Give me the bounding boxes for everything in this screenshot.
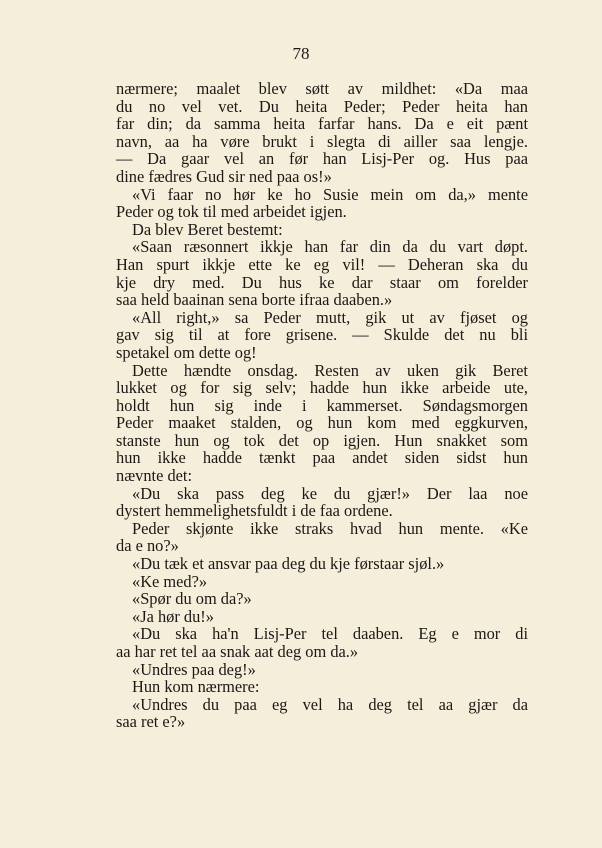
text-line: Peder maaket stalden, og hun kom med eggkurven, (116, 413, 528, 433)
text-line: Peder og tok til med arbeidet igjen. (116, 202, 347, 222)
text-line: far din; da samma heita farfar hans. Da e eit pænt (116, 114, 528, 134)
text-line: hun ikke hadde tænkt paa andet siden sidst hun (116, 448, 528, 468)
text-line: «Du tæk et ansvar paa deg du kje førstaar sjøl.» (132, 554, 445, 574)
text-line: Dette hændte onsdag. Resten av uken gik Beret (132, 360, 528, 380)
text-line: «Vi faar no hør ke ho Susie mein om da,» mente (132, 184, 528, 204)
text-line: du no vel vet. Du heita Peder; Peder heita han (116, 96, 528, 116)
text-line: «Ke med?» (132, 571, 208, 591)
text-line: nævnte det: (116, 466, 193, 486)
text-line: «Spør du om da?» (132, 589, 252, 609)
body-text (116, 80, 528, 731)
text-line: gav sig til at fore grisene. — Skulde det nu bli (116, 325, 528, 345)
text-line: saa held baainan sena borte ifraa daaben.» (116, 290, 393, 310)
text-line: «Saan ræsonnert ikkje han far din da du vart døpt. (132, 237, 528, 257)
text-line: «Ja hør du!» (132, 606, 214, 626)
text-line: dystert hemmelighetsfuldt i de faa ordene. (116, 501, 393, 521)
text-line: «Undres paa deg!» (132, 659, 256, 679)
text-line: nærmere; maalet blev søtt av mildhet: «Da maa (116, 79, 528, 98)
text-line: aa har ret tel aa snak aat deg om da.» (116, 642, 359, 661)
text-line: da e no?» (116, 536, 179, 556)
text-line: holdt hun sig inde i kammerset. Søndagsmorgen (116, 395, 528, 415)
text-line: stanste hun og tok det op igjen. Hun snakket som (116, 430, 528, 450)
text-line: kje dry med. Du hus ke dar staar om forelder (116, 272, 528, 292)
text-line: Peder skjønte ikke straks hvad hun mente. «Ke (132, 518, 528, 538)
text-line: navn, aa ha vøre brukt i slegta di ailler saa lengje. (116, 131, 528, 151)
text-line: dine fædres Gud sir ned paa os!» (116, 166, 332, 186)
text-line: Da blev Beret bestemt: (132, 219, 283, 239)
page-number: 78 (292, 44, 310, 63)
text-line: spetakel om dette og! (116, 342, 257, 362)
text-line: «Du ska ha'n Lisj-Per tel daaben. Eg e mor di (132, 624, 528, 644)
text-line: «All right,» sa Peder mutt, gik ut av fjøset og (132, 307, 528, 327)
text-line: saa ret e?» (116, 712, 186, 732)
text-line: Han spurt ikkje ette ke eg vil! — Deheran ska du (116, 254, 528, 274)
text-line: «Undres du paa eg vel ha deg tel aa gjær da (132, 694, 528, 714)
text-line: Hun kom nærmere: (132, 677, 260, 697)
text-line: lukket og for sig selv; hadde hun ikke arbeide ute, (116, 378, 528, 398)
text-line: «Du ska pass deg ke du gjær!» Der laa noe (132, 483, 528, 503)
text-line: — Da gaar vel an før han Lisj-Per og. Hus paa (116, 149, 528, 169)
